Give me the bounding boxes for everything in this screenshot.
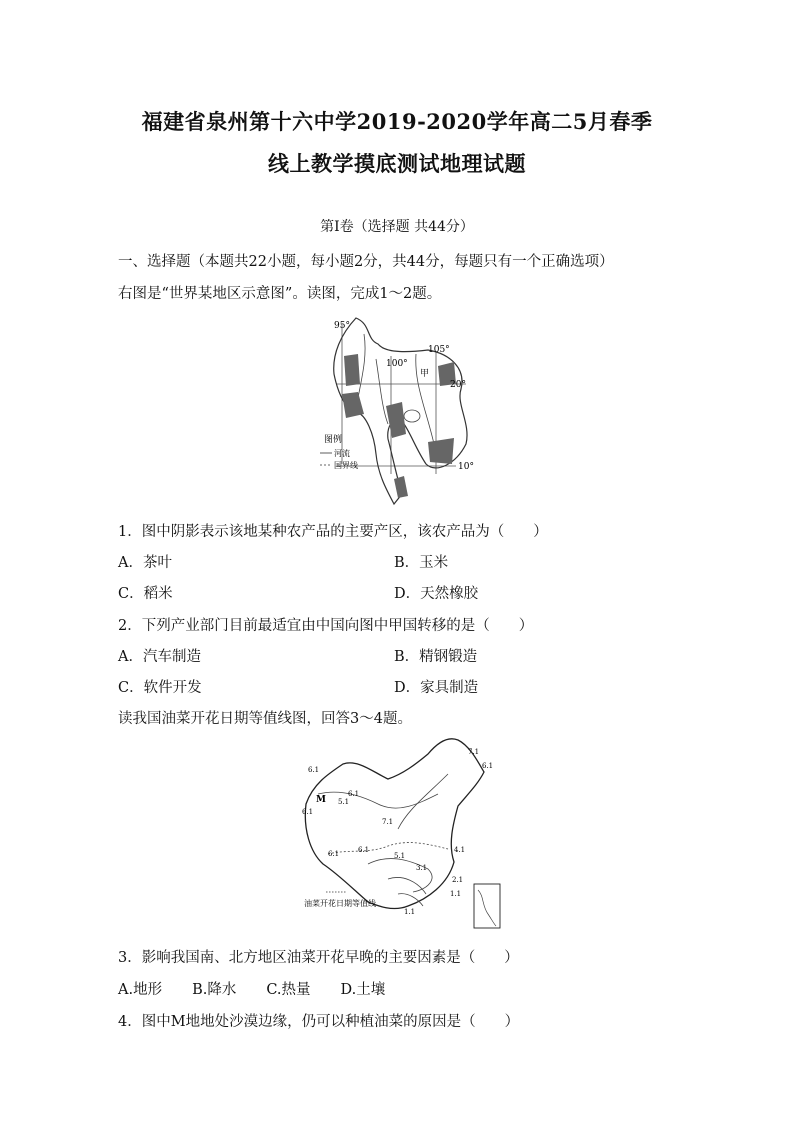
map2-label: 5.1 bbox=[338, 798, 350, 806]
question-3-stem: 3．影响我国南、北方地区油菜开花早晚的主要因素是（ ） bbox=[118, 950, 519, 966]
map2-caption: 油菜开花日期等值线 bbox=[304, 899, 376, 908]
q3-option-c[interactable]: C.热量 bbox=[266, 982, 311, 998]
map1-label: 105° bbox=[428, 345, 450, 355]
map2-label: 1.1 bbox=[450, 890, 462, 898]
document-title-line2: 线上教学摸底测试地理试题 bbox=[268, 151, 526, 176]
q2-option-a[interactable]: A．汽车制造 bbox=[118, 649, 201, 665]
map2-label: 6.1 bbox=[358, 846, 370, 854]
q3-options bbox=[118, 978, 415, 999]
q1-option-a[interactable]: A．茶叶 bbox=[118, 555, 172, 571]
map2-label-m: M bbox=[316, 795, 326, 805]
southeast-asia-map bbox=[316, 314, 482, 510]
map2-label: 4.1 bbox=[454, 846, 466, 854]
q3-option-a[interactable]: A.地形 bbox=[118, 982, 163, 998]
map1-label: 100° bbox=[386, 359, 408, 369]
map2-label: 1.1 bbox=[404, 908, 416, 916]
q2-option-b[interactable]: B．精钢锻造 bbox=[394, 649, 478, 665]
question-4-stem: 4．图中M地地处沙漠边缘，仍可以种植油菜的原因是（ ） bbox=[118, 1014, 520, 1030]
legend-river: 河流 bbox=[334, 449, 350, 458]
question-1-stem: 1．图中阴影表示该地某种农产品的主要产区，该农产品为（ ） bbox=[118, 524, 548, 540]
q1-option-d[interactable]: D．天然橡胶 bbox=[394, 586, 479, 602]
map2-label: 2.1 bbox=[452, 876, 464, 884]
q3-option-d[interactable]: D.土壤 bbox=[340, 982, 386, 998]
map2-label: 6.1 bbox=[308, 766, 320, 774]
production-area bbox=[428, 438, 454, 464]
q2-option-d[interactable]: D．家具制造 bbox=[394, 680, 479, 696]
q2-option-c[interactable]: C．软件开发 bbox=[118, 680, 202, 696]
map1-label: 甲 bbox=[420, 369, 430, 379]
map2-label: 7.1 bbox=[468, 748, 480, 756]
map1-intro: 右图是“世界某地区示意图”。读图，完成1～2题。 bbox=[118, 286, 442, 302]
document-title-line1: 福建省泉州第十六中学2019-2020学年高二5月春季 bbox=[141, 109, 653, 134]
map2-label: 3.1 bbox=[416, 864, 428, 872]
map2-label: 7.1 bbox=[382, 818, 394, 826]
production-area bbox=[344, 354, 360, 386]
question-2-stem: 2．下列产业部门目前最适宜由中国向图中甲国转移的是（ ） bbox=[118, 618, 534, 634]
map1-label: 10° bbox=[458, 462, 474, 472]
q3-option-b[interactable]: B.降水 bbox=[192, 982, 237, 998]
map2-label: 6.1 bbox=[302, 808, 314, 816]
map1-label: 95° bbox=[334, 321, 350, 331]
map1-label: 20° bbox=[450, 380, 466, 390]
q1-option-c[interactable]: C．稻米 bbox=[118, 586, 173, 602]
map2-label: 6.1 bbox=[482, 762, 494, 770]
legend-border: 国界线 bbox=[334, 461, 358, 470]
instructions: 一、选择题（本题共22小题，每小题2分，共44分，每题只有一个正确选项） bbox=[118, 254, 614, 270]
china-isoline-map bbox=[298, 734, 506, 932]
map2-label: 6.1 bbox=[348, 790, 360, 798]
section-title: 第Ⅰ卷（选择题 共44分） bbox=[320, 219, 474, 235]
map2-label: 6.1 bbox=[328, 850, 340, 858]
map2-label: 5.1 bbox=[394, 852, 406, 860]
map2-intro: 读我国油菜开花日期等值线图，回答3～4题。 bbox=[118, 711, 412, 727]
q1-option-b[interactable]: B．玉米 bbox=[394, 555, 449, 571]
legend-title: 图例 bbox=[324, 435, 343, 445]
